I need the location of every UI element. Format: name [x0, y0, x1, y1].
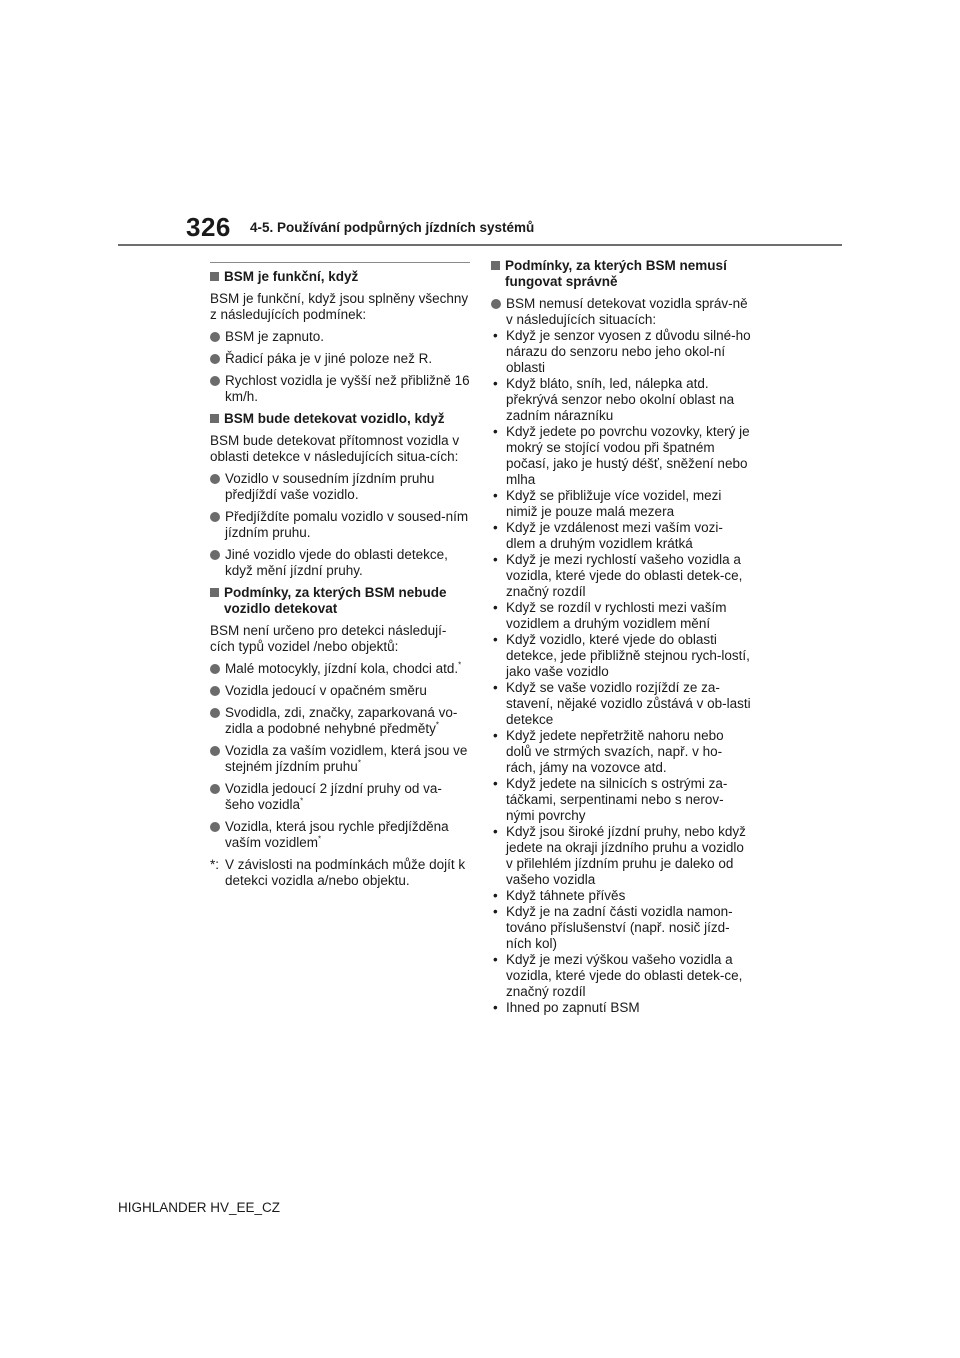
paragraph: BSM bude detekovat přítomnost vozidla v oblasti detekce v následujících situa-cích:: [210, 433, 460, 464]
circle-bullet-icon: [210, 332, 220, 342]
circle-bullet-icon: [210, 746, 220, 756]
circle-bullet-icon: [210, 784, 220, 794]
heading-text: Podmínky, za kterých BSM nemusí fungovat správně: [505, 258, 727, 289]
footnote-asterisk: *: [318, 834, 322, 844]
heading-bsm-not-detect: [210, 585, 470, 617]
list-item: Vozidla jedoucí 2 jízdní pruhy od va-šeho vozidla*: [210, 781, 470, 813]
section-title: 4-5. Používání podpůrných jízdních systémů: [250, 220, 535, 235]
list-item: • Když je mezi rychlostí vašeho vozidla a vozidla, které vjede do oblasti detek-ce, značný rozdíl: [493, 552, 743, 599]
detection-list: [210, 471, 470, 579]
circle-bullet-icon: [210, 708, 220, 718]
list-item: Vozidla za vaším vozidlem, která jsou ve stejném jízdním pruhu*: [210, 743, 470, 775]
list-item: Svodidla, zdi, značky, zaparkovaná vo-zidla a podobné nehybné předměty*: [210, 705, 470, 737]
list-item: • Když se vaše vozidlo rozjíždí ze za-stavení, nějaké vozidlo zůstává v ob-lasti detekce: [493, 680, 751, 727]
list-item: Rychlost vozidla je vyšší než přibližně 16 km/h.: [210, 373, 470, 405]
list-item: • Když jedete na silnicích s ostrými za-táčkami, serpentinami nebo s nerov-nými povrchy: [493, 776, 728, 823]
heading-bsm-may-fail: [491, 258, 751, 290]
list-item: • Když jedete nepřetržitě nahoru nebo dolů ve strmých svazích, např. v ho-rách, jámy na vozovce atd.: [493, 728, 724, 775]
heading-text: BSM je funkční, když: [224, 269, 359, 284]
circle-bullet-icon: [210, 686, 220, 696]
circle-bullet-icon: [210, 822, 220, 832]
list-item: • Když je vzdálenost mezi vaším vozi-dlem a druhým vozidlem krátká: [493, 520, 723, 551]
circle-bullet-icon: [210, 474, 220, 484]
situation-list: [491, 328, 751, 1016]
footnote-asterisk: *: [458, 660, 462, 670]
heading-bsm-detects: [210, 411, 470, 427]
square-bullet-icon: [210, 588, 219, 597]
exclusion-list: [210, 661, 470, 851]
list-item: • Když se rozdíl v rychlosti mezi vaším vozidlem a druhým vozidlem mění: [493, 600, 727, 631]
list-item: Vozidla, která jsou rychle předjížděna vaším vozidlem*: [210, 819, 470, 851]
list-item: • Když vozidlo, které vjede do oblasti detekce, jede přibližně stejnou rych-lostí, jako vaše vozidlo: [493, 632, 750, 679]
heading-text: BSM bude detekovat vozidlo, když: [224, 411, 445, 426]
header-divider: [118, 244, 842, 246]
footnote-asterisk: *: [300, 796, 304, 806]
list-item: • Když bláto, sníh, led, nálepka atd. překrývá senzor nebo okolní oblast na zadním nárazníku: [493, 376, 735, 423]
circle-bullet-icon: [210, 354, 220, 364]
list-item: • Když je na zadní části vozidla namon-továno příslušenství (např. nosič jízd-ních kol): [493, 904, 733, 951]
list-item: Předjíždíte pomalu vozidlo v soused-ním jízdním pruhu.: [210, 509, 470, 541]
circle-bullet-icon: [210, 512, 220, 522]
footnote-text: V závislosti na podmínkách může dojít k detekci vozidla a/nebo objektu.: [225, 857, 466, 888]
circle-bullet-icon: [210, 550, 220, 560]
paragraph: BSM není určeno pro detekci následují-cích typů vozidel /nebo objektů:: [210, 623, 447, 654]
column-divider: [210, 262, 470, 263]
footnote-asterisk: *: [357, 758, 361, 768]
paragraph: BSM je funkční, když jsou splněny všechny z následujících podmínek:: [210, 291, 469, 322]
footnote-mark: *:: [210, 857, 220, 872]
heading-bsm-functional: [210, 269, 470, 285]
page-number: 326: [186, 212, 231, 242]
list-item: Vozidlo v sousedním jízdním pruhu předjíždí vaše vozidlo.: [210, 471, 470, 503]
list-item: • Když jsou široké jízdní pruhy, nebo když jedete na okraji jízdního pruhu a vozidlo v přilehlém jízdním pruhu je daleko od vašeho vozidla: [493, 824, 746, 887]
list-item: • Když je mezi výškou vašeho vozidla a vozidla, které vjede do oblasti detek-ce, značný rozdíl: [493, 952, 743, 999]
list-item: • Když táhnete přívěs: [493, 888, 626, 903]
square-bullet-icon: [491, 261, 500, 270]
left-column: [210, 258, 470, 889]
list-item: • Když jedete po povrchu vozovky, který je mokrý se stojící vodou při špatném počasí, jako je hustý déšť, sněžení nebo mlha: [493, 424, 750, 487]
footer-model-code: HIGHLANDER HV_EE_CZ: [118, 1200, 281, 1215]
right-column: [491, 258, 751, 1022]
list-item: Jiné vozidlo vjede do oblasti detekce, když mění jízdní pruhy.: [210, 547, 470, 579]
circle-bullet-icon: [491, 299, 501, 309]
list-item: BSM nemusí detekovat vozidla správ-ně v následujících situacích:: [491, 296, 751, 328]
heading-text: Podmínky, za kterých BSM nebude vozidlo detekovat: [224, 585, 447, 616]
circle-bullet-icon: [210, 376, 220, 386]
list-item: • Ihned po zapnutí BSM: [493, 1000, 640, 1015]
square-bullet-icon: [210, 272, 219, 281]
square-bullet-icon: [210, 414, 219, 423]
footnote-asterisk: *: [435, 720, 440, 730]
condition-list: [210, 329, 470, 405]
list-item: • Když se přibližuje více vozidel, mezi nimiž je pouze malá mezera: [493, 488, 722, 519]
list-item: • Když je senzor vyosen z důvodu silné-ho nárazu do senzoru nebo jeho okol-ní oblasti: [493, 328, 751, 375]
list-item: BSM je zapnuto.: [210, 329, 470, 345]
list-item: Vozidla jedoucí v opačném směru: [210, 683, 470, 699]
list-item: Řadicí páka je v jiné poloze než R.: [210, 351, 470, 367]
list-item: Malé motocykly, jízdní kola, chodci atd.*: [210, 661, 470, 677]
footnote: [210, 857, 470, 889]
circle-bullet-icon: [210, 664, 220, 674]
